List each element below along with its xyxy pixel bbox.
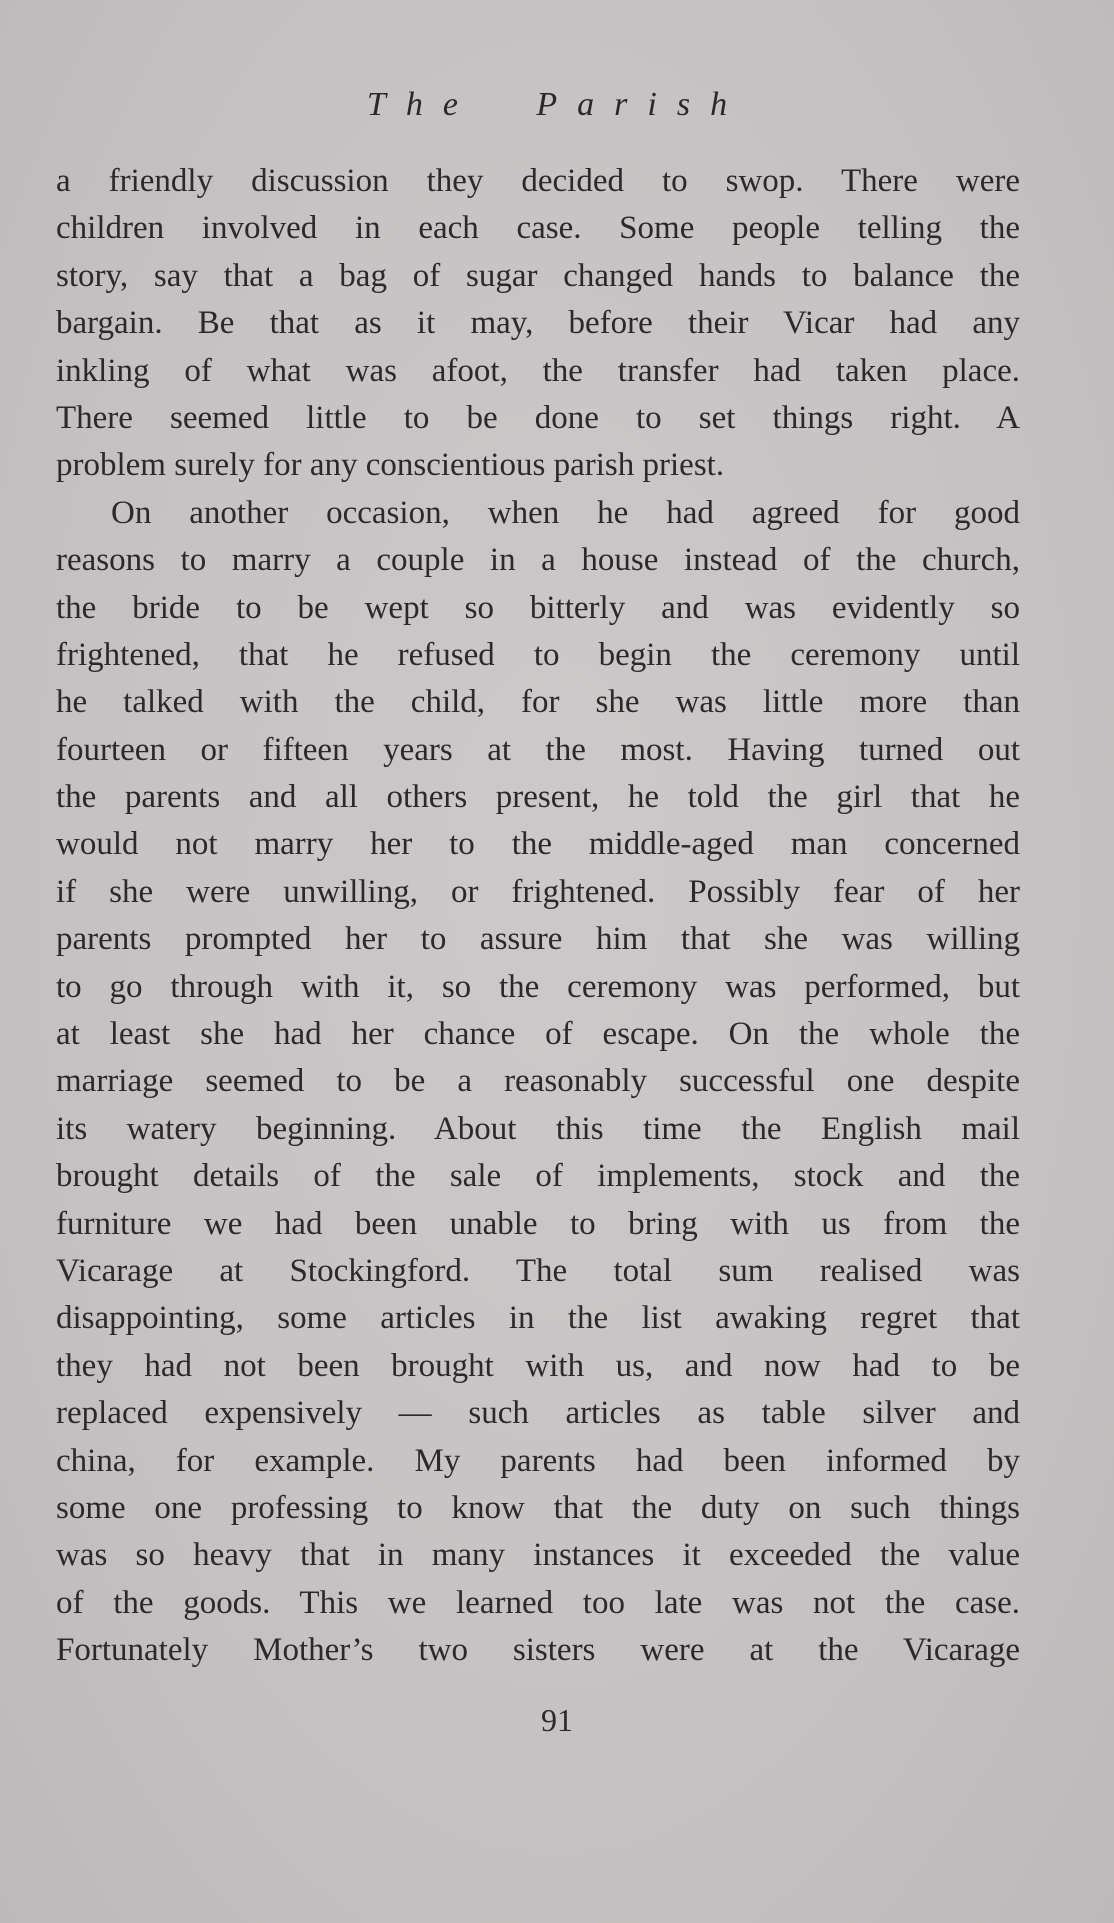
- text-line: story, say that a bag of sugar changed hands to balance the: [56, 257, 1020, 294]
- text-line: fourteen or fifteen years at the most. Having turned out: [56, 731, 1020, 768]
- text-line: frightened, that he refused to begin the ceremony until: [56, 636, 1020, 673]
- text-line: disappointing, some articles in the list awaking regret that: [56, 1300, 1020, 1337]
- text-line: would not marry her to the middle-aged man concerned: [56, 826, 1020, 863]
- body-text: [56, 158, 1020, 1675]
- text-line: a friendly discussion they decided to swop. There were: [56, 163, 1020, 199]
- text-line: to go through with it, so the ceremony was performed, but: [56, 968, 1020, 1005]
- running-head: The Parish: [366, 86, 748, 123]
- text-line: of the goods. This we learned too late was not the case.: [56, 1584, 1020, 1621]
- text-line: inkling of what was afoot, the transfer had taken place.: [56, 352, 1020, 389]
- text-line: replaced expensively — such articles as table silver and: [56, 1395, 1020, 1432]
- text-line: china, for example. My parents had been informed by: [56, 1442, 1020, 1479]
- text-line: was so heavy that in many instances it exceeded the value: [56, 1537, 1020, 1574]
- page-number: 91: [541, 1702, 573, 1738]
- text-line: Vicarage at Stockingford. The total sum realised was: [56, 1252, 1020, 1289]
- text-line: the parents and all others present, he told the girl that he: [56, 779, 1020, 816]
- text-line: brought details of the sale of implements, stock and the: [56, 1158, 1020, 1195]
- text-line: marriage seemed to be a reasonably successful one despite: [56, 1063, 1020, 1100]
- text-line: he talked with the child, for she was little more than: [56, 684, 1020, 721]
- text-line: its watery beginning. About this time the English mail: [56, 1110, 1020, 1147]
- text-line: parents prompted her to assure him that she was willing: [56, 921, 1020, 958]
- text-line: some one professing to know that the duty on such things: [56, 1489, 1020, 1526]
- text-line: There seemed little to be done to set things right. A: [56, 399, 1020, 436]
- text-line: On another occasion, when he had agreed for good: [111, 494, 1020, 531]
- text-line: Fortunately Mother’s two sisters were at the Vicarage: [56, 1632, 1020, 1669]
- text-line: they had not been brought with us, and now had to be: [56, 1347, 1020, 1384]
- text-line: the bride to be wept so bitterly and was evidently so: [56, 589, 1020, 626]
- text-line: furniture we had been unable to bring with us from the: [56, 1205, 1020, 1242]
- text-line: problem surely for any conscientious parish priest.: [56, 447, 725, 484]
- text-line: bargain. Be that as it may, before their Vicar had any: [56, 305, 1020, 342]
- text-line: children involved in each case. Some people telling the: [56, 210, 1020, 247]
- text-line: if she were unwilling, or frightened. Possibly fear of her: [56, 873, 1020, 910]
- text-line: reasons to marry a couple in a house instead of the church,: [56, 542, 1020, 579]
- text-line: at least she had her chance of escape. On the whole the: [56, 1016, 1020, 1053]
